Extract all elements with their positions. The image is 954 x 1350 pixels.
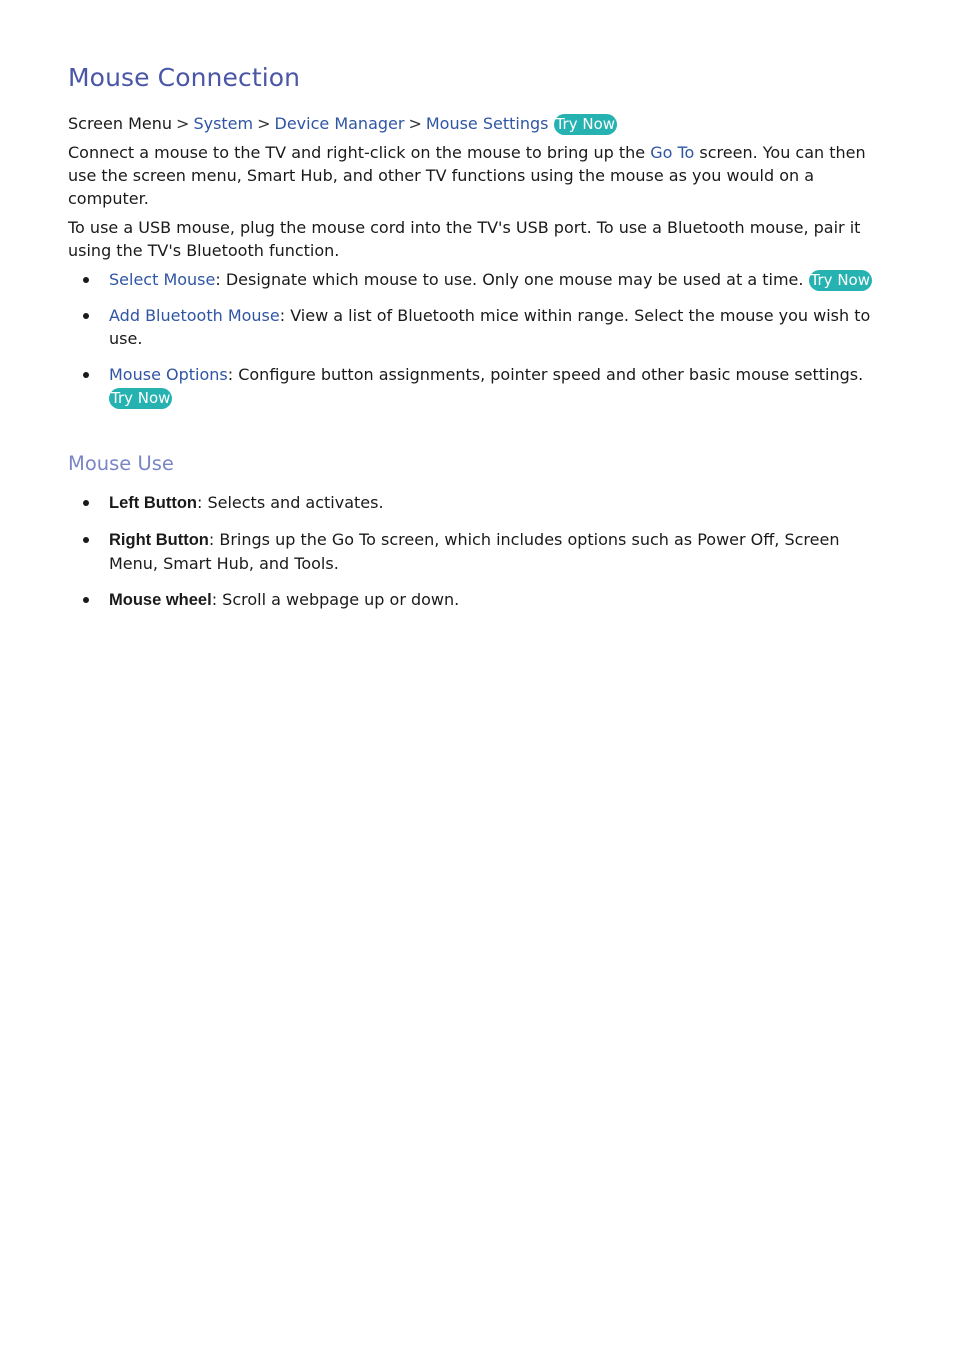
add-bluetooth-mouse-link[interactable]: Add Bluetooth Mouse: [109, 306, 280, 325]
breadcrumb-separator: >: [176, 114, 190, 133]
intro-paragraph: [68, 141, 880, 210]
list-item-text: : Selects and activates.: [196, 493, 384, 512]
bullet: [83, 277, 89, 283]
breadcrumb-separator: >: [408, 114, 422, 133]
right-button-term: Right Button: [109, 531, 209, 549]
mouse-options-link[interactable]: Mouse Options: [109, 365, 228, 384]
list-item-text: : View a list of Bluetooth mice within range. Select the mouse you wish to use.: [109, 306, 871, 348]
section-title-mouse-use: Mouse Use: [68, 452, 174, 475]
breadcrumb-root: Screen Menu: [68, 114, 173, 133]
mouse-wheel-term: Mouse wheel: [109, 591, 212, 609]
list-item: [68, 528, 887, 575]
intro-text: Connect a mouse to the TV and right-click on the mouse to bring up the: [68, 143, 651, 162]
try-now-button[interactable]: Try Now: [555, 115, 616, 133]
settings-list: [68, 268, 954, 409]
page-title: Mouse Connection: [68, 63, 301, 92]
mouse-use-list: [68, 491, 954, 612]
list-item-text: : Brings up the Go To screen, which includes options such as Power Off, Screen Menu, Smart Hub, and Tools.: [109, 530, 840, 573]
list-item: [68, 491, 887, 515]
list-item: [68, 363, 887, 409]
try-now-button[interactable]: Try Now: [111, 389, 171, 407]
list-item-text: : Designate which mouse to use. Only one mouse may be used at a time.: [215, 270, 809, 289]
list-item: [68, 268, 887, 291]
list-item: [68, 304, 887, 350]
list-item-text: : Configure button assignments, pointer speed and other basic mouse settings.: [227, 365, 864, 384]
list-item-text: : Scroll a webpage up or down.: [211, 590, 460, 609]
breadcrumb: [68, 112, 954, 135]
breadcrumb-link-device-manager[interactable]: Device Manager: [274, 114, 405, 133]
bullet: [83, 313, 89, 319]
intro-text-cont: screen. You can then use the screen menu, Smart Hub, and other TV functions using the mouse as you would on a computer.: [68, 143, 866, 208]
left-button-term: Left Button: [109, 494, 197, 512]
breadcrumb-separator: >: [257, 114, 271, 133]
usb-bluetooth-paragraph: To use a USB mouse, plug the mouse cord into the TV's USB port. To use a Bluetooth mouse, pair it using the TV's Bluetooth function.: [68, 218, 861, 260]
bullet: [83, 372, 89, 378]
try-now-button[interactable]: Try Now: [810, 271, 870, 289]
bullet: [83, 597, 89, 603]
bullet: [83, 500, 89, 506]
select-mouse-link[interactable]: Select Mouse: [109, 270, 216, 289]
breadcrumb-link-mouse-settings[interactable]: Mouse Settings: [425, 114, 549, 133]
list-item: [68, 588, 887, 612]
breadcrumb-link-system[interactable]: System: [193, 114, 254, 133]
go-to-link[interactable]: Go To: [650, 143, 695, 162]
bullet: [83, 537, 89, 543]
